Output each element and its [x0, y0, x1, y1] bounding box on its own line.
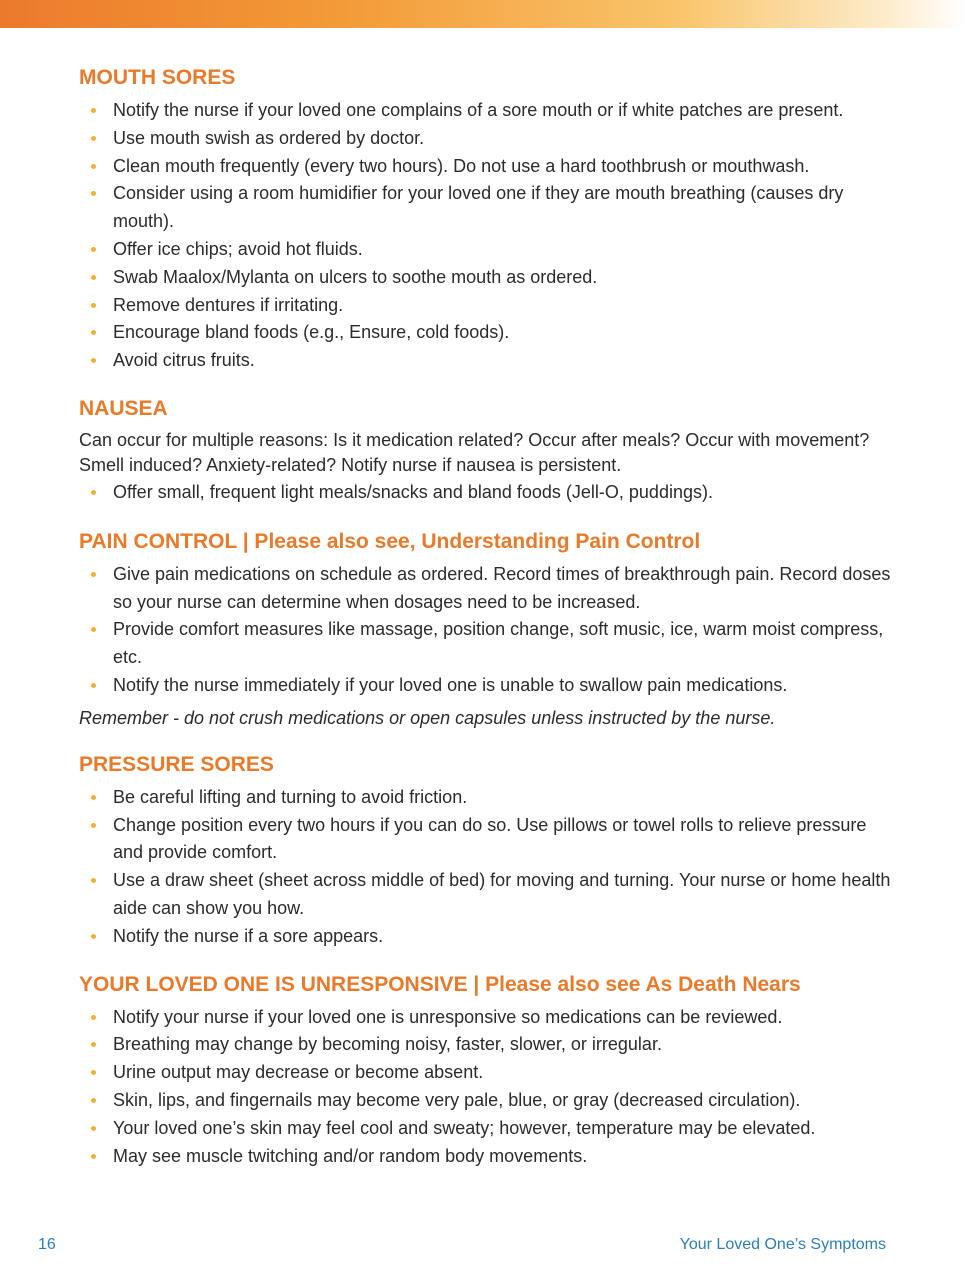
list-item: Notify your nurse if your loved one is unresponsive so medications can be reviewed. [113, 1004, 899, 1032]
section-title-unresponsive: YOUR LOVED ONE IS UNRESPONSIVE | Please also see As Death Nears [79, 972, 801, 996]
pain-control-note: Remember - do not crush medications or open capsules unless instructed by the nurse. [79, 707, 776, 728]
list-item: Offer small, frequent light meals/snacks and bland foods (Jell-O, puddings). [113, 479, 899, 507]
list-item: Skin, lips, and fingernails may become very pale, blue, or gray (decreased circulation). [113, 1087, 899, 1115]
list-item: Consider using a room humidifier for your loved one if they are mouth breathing (causes dry mouth). [113, 180, 899, 236]
nausea-intro: Can occur for multiple reasons: Is it medication related? Occur after meals? Occur with movement? Smell induced? Anxiety-related? Notify nurse if nausea is persistent. [79, 429, 870, 476]
section-unresponsive [79, 971, 899, 1171]
list-item: Clean mouth frequently (every two hours). Do not use a hard toothbrush or mouthwash. [113, 153, 899, 181]
list-item: Notify the nurse if your loved one complains of a sore mouth or if white patches are present. [113, 97, 899, 125]
list-item: Urine output may decrease or become absent. [113, 1059, 899, 1087]
list-item: Remove dentures if irritating. [113, 292, 899, 320]
list-item: Notify the nurse if a sore appears. [113, 923, 899, 951]
section-pain-control [79, 528, 899, 731]
list-item: Your loved one’s skin may feel cool and sweaty; however, temperature may be elevated. [113, 1115, 899, 1143]
list-item: Offer ice chips; avoid hot fluids. [113, 236, 899, 264]
list-item: Give pain medications on schedule as ordered. Record times of breakthrough pain. Record doses so your nurse can determine when dosages need to be increased. [113, 561, 899, 617]
list-item: Use a draw sheet (sheet across middle of bed) for moving and turning. Your nurse or home health aide can show you how. [113, 867, 899, 923]
section-title-pressure-sores: PRESSURE SORES [79, 752, 274, 776]
header-gradient-bar [0, 0, 965, 28]
bullet-list-pain-control [79, 561, 899, 700]
list-item: Change position every two hours if you can do so. Use pillows or towel rolls to relieve pressure and provide comfort. [113, 812, 899, 868]
list-item: Breathing may change by becoming noisy, faster, slower, or irregular. [113, 1031, 899, 1059]
list-item: Provide comfort measures like massage, position change, soft music, ice, warm moist compress, etc. [113, 616, 899, 672]
bullet-list-mouth-sores [79, 97, 899, 375]
bullet-list-unresponsive [79, 1004, 899, 1171]
page-content [79, 64, 899, 1170]
section-nausea [79, 395, 899, 507]
section-title-nausea: NAUSEA [79, 396, 168, 420]
list-item: Avoid citrus fruits. [113, 347, 899, 375]
list-item: Be careful lifting and turning to avoid friction. [113, 784, 899, 812]
section-pressure-sores [79, 751, 899, 951]
list-item: Encourage bland foods (e.g., Ensure, cold foods). [113, 319, 899, 347]
list-item: Notify the nurse immediately if your loved one is unable to swallow pain medications. [113, 672, 899, 700]
section-mouth-sores [79, 64, 899, 375]
section-title-mouth-sores: MOUTH SORES [79, 66, 236, 89]
bullet-list-pressure-sores [79, 784, 899, 951]
list-item: May see muscle twitching and/or random body movements. [113, 1143, 899, 1171]
footer-chapter-title: Your Loved One’s Symptoms [679, 1236, 886, 1253]
section-title-pain-control: PAIN CONTROL | Please also see, Understanding Pain Control [79, 529, 701, 553]
list-item: Use mouth swish as ordered by doctor. [113, 125, 899, 153]
page-number: 16 [38, 1236, 56, 1253]
list-item: Swab Maalox/Mylanta on ulcers to soothe mouth as ordered. [113, 264, 899, 292]
bullet-list-nausea [79, 479, 899, 507]
